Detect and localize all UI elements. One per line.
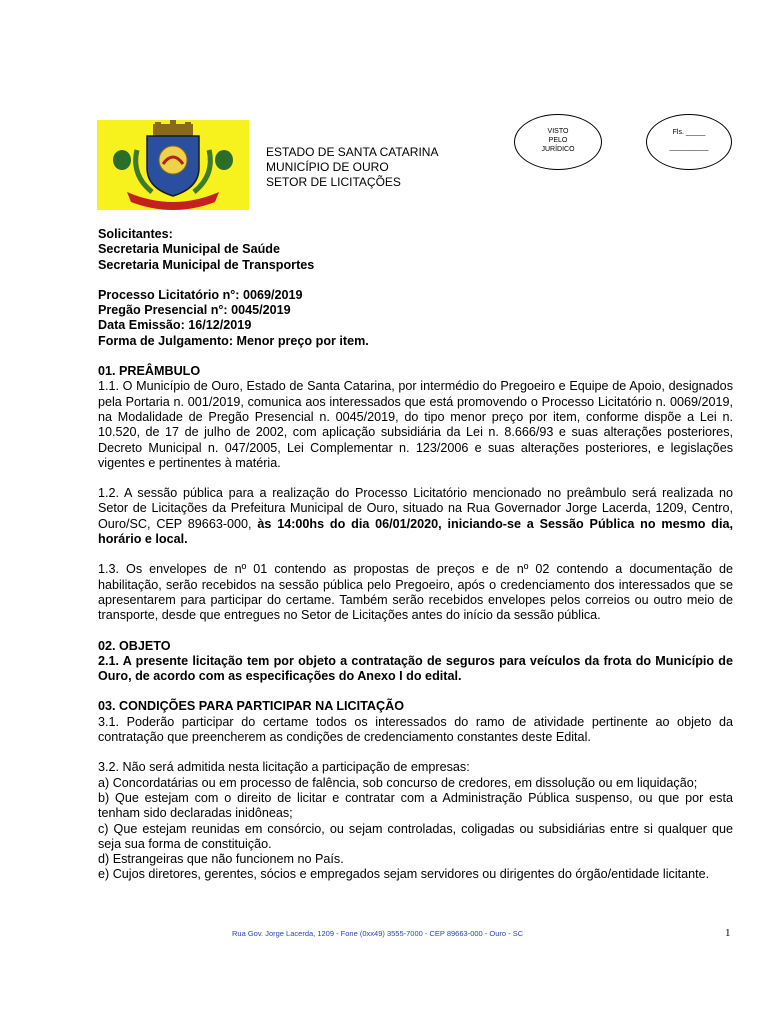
paragraph-3-1: 3.1. Poderão participar do certame todos os interessados do ramo de atividade pertinente ao objeto da contratação que preencherem as condições de credenciamento constantes deste Edital. [98,714,733,745]
municipal-coat-of-arms-logo [97,120,249,210]
stamp-line-3: JURÍDICO [541,146,575,153]
section-03-title: 03. CONDIÇÕES PARA PARTICIPAR NA LICITAÇÃO [98,699,404,714]
paragraph-1-2-session-date: às 14:00hs do dia 06/01/2020, iniciando-se a Sessão Pública no mesmo dia, horário e local. [98,516,733,547]
item-3-2-e: e) Cujos diretores, gerentes, sócios e empregados sejam servidores ou dirigentes do órgão/entidade licitante. [98,867,710,882]
header-municipality: MUNICÍPIO DE OURO [266,160,389,174]
data-emissao: Data Emissão: 16/12/2019 [98,318,252,333]
item-3-2-b: b) Que estejam com o direito de licitar e contratar com a Administração Pública suspenso, ou que por esta tenham sido declaradas inidôneas; [98,790,733,821]
pregao-presencial: Pregão Presencial n°: 0045/2019 [98,303,291,318]
processo-licitatorio: Processo Licitatório n°: 0069/2019 [98,287,303,302]
header-department: SETOR DE LICITAÇÕES [266,175,401,189]
paragraph-1-1: 1.1. O Município de Ouro, Estado de Santa Catarina, por intermédio do Pregoeiro e Equipe de Apoio, designados pela Portaria n. 001/2019, comunica aos interessados que está promovendo o Processo Licitatório n. 0069/2019, na Modalidade de Pregão Presencial n. 0045/2019, do tipo menor preço por item, conforme dispõe a Lei n. 10.520, de 17 de julho de 2002, com aplicação subsidiária da Lei n. 8.666/93 e suas alterações posteriores, Decreto Municipal n. 047/2005, Lei Complementar n. 123/2006 e suas alterações posteriores, e legislações vigentes e pertinentes à matéria. [98,379,733,470]
forma-julgamento: Forma de Julgamento: Menor preço por item. [98,333,369,348]
page-number: 1 [725,927,731,939]
item-3-2-d: d) Estrangeiras que não funcionem no País. [98,852,344,867]
stamp-line-1: VISTO [547,128,569,135]
section-01-title: 01. PREÂMBULO [98,364,201,379]
header-institution [266,145,438,190]
page-count-stamp [646,114,732,170]
item-3-2-c: c) Que estejam reunidas em consórcio, ou sejam controladas, coligadas ou subsidiárias entre si qualquer que seja sua forma de constituição. [98,821,733,851]
footer-address: Rua Gov. Jorge Lacerda, 1209 - Fone (0xx49) 3555-7000 - CEP 89663-000 - Ouro - SC [232,929,524,938]
item-3-2-a: a) Concordatárias ou em processo de falência, sob concurso de credores, em dissolução ou em liquidação; [98,775,698,790]
header-state: ESTADO DE SANTA CATARINA [266,145,439,159]
paragraph-2-1: 2.1. A presente licitação tem por objeto a contratação de seguros para veículos da frota do Município de Ouro, de acordo com as especificações do Anexo I do edital. [98,653,733,684]
fls-line-1: Fls. _____ [672,129,706,136]
solicitante-saude: Secretaria Municipal de Saúde [98,242,280,257]
paragraph-1-3: 1.3. Os envelopes de nº 01 contendo as propostas de preços e de nº 02 contendo a documentação de habilitação, serão recebidos na sessão pública pelo Pregoeiro, após o credenciamento dos interessados que se apresentarem para participar do certame. Também serão recebidos envelopes pelos correios ou outro meio de transporte, desde que entregues no Setor de Licitações antes do início da sessão pública. [98,562,733,623]
coat-of-arms-icon [97,120,249,210]
fls-line-2: __________ [669,144,709,151]
paragraph-1-2-text: 1.2. A sessão pública para a realização do Processo Licitatório mencionado no preâmbulo será realizada no Setor de Licitações da Prefeitura Municipal de Ouro, situado na Rua Governador Jorge Lacerda, 1209, Centro, Ouro/SC, CEP 89663-000, [98,486,733,531]
legal-review-stamp [514,114,602,170]
section-02-title: 02. OBJETO [98,638,171,653]
stamp-line-2: PELO [548,137,568,144]
document-body [98,227,733,883]
paragraph-3-2: 3.2. Não será admitida nesta licitação a participação de empresas: [98,760,470,775]
paragraph-1-2 [98,486,733,547]
solicitante-transportes: Secretaria Municipal de Transportes [98,257,315,272]
solicitantes-title: Solicitantes: [98,227,173,241]
